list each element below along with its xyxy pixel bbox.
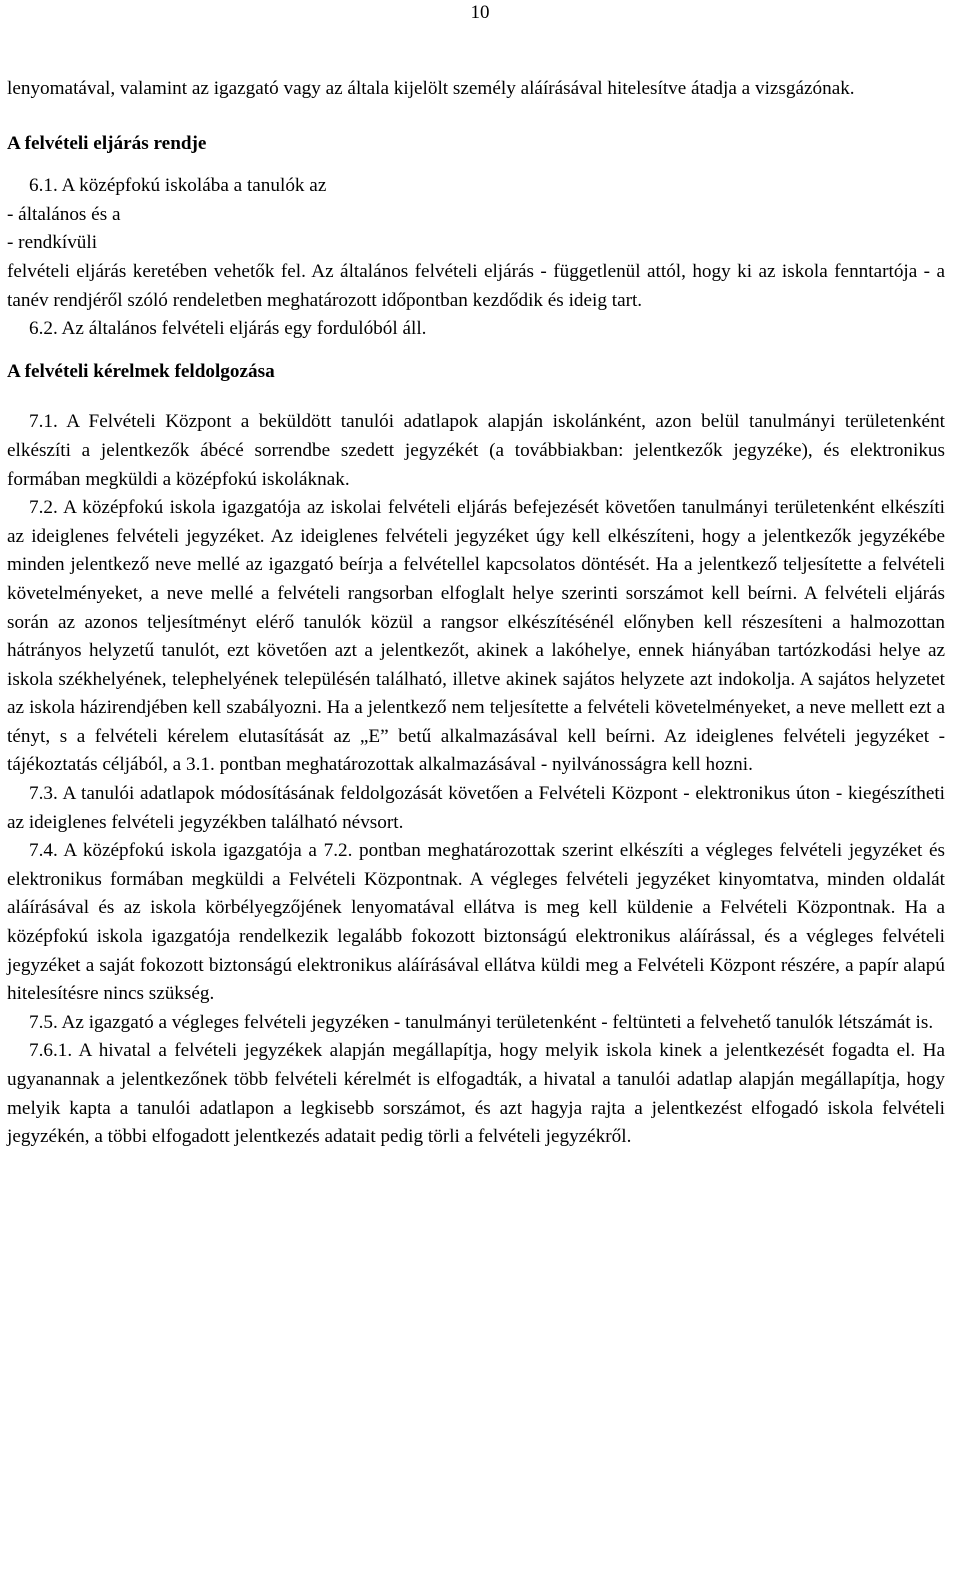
paragraph-7-1: 7.1. A Felvételi Központ a beküldött tanulói adatlapok alapján iskolánként, azon belül tanulmányi területenként elkészíti a jelentkezők ábécé sorrendbe szedett jegyzékét (a továbbiakban: jelentkezők jegyzéke), és elektronikus formában megküldi a középfokú iskoláknak. (7, 411, 945, 490)
paragraph-7-5: 7.5. Az igazgató a végleges felvételi jegyzéken - tanulmányi területenként - feltünteti a felvehető tanulók létszámát is. (29, 1011, 934, 1033)
page-number: 10 (470, 2, 490, 23)
paragraph-6-1-b: - általános és a (7, 203, 121, 225)
paragraph-7-2: 7.2. A középfokú iskola igazgatója az iskolai felvételi eljárás befejezését követően tanulmányi területenként elkészíti az ideiglenes felvételi jegyzéket. Az ideiglenes felvételi jegyzéket úgy kell elkészíteni, hogy a jelentkezők jegyzékébe minden jelentkező neve mellé az igazgató beírja a felvétellel kapcsolatos döntését. Ha a jelentkező teljesítette a felvételi követelményeket, a neve mellé a felvételi rangsorban elfoglalt helye szerinti sorszámot kell beírni. A felvételi eljárás során az azonos teljesítményt elérő tanulók közül a rangsor elkészítésénél előnyben kell részesíteni a halmozottan hátrányos helyzetű tanulót, ezt követően azt a jelentkezőt, akinek a lakóhelye, ennek hiányában tartózkodási helye az iskola székhelyének, telephelyének településén található, illetve akinek sajátos helyzete azt indokolja. A sajátos helyzetet az iskola házirendjében kell szabályozni. Ha a jelentkező nem teljesítette a felvételi követelményeket, a neve mellett ezt a tényt, s a felvételi kérelem elutasítását az „E” betű alkalmazásával kell beírni. Az ideiglenes felvételi jegyzéket - tájékoztatás céljából, a 3.1. pontban meghatározottak alkalmazásával - nyilvánosságra kell hozni. (7, 497, 945, 776)
paragraph-6-1-c: - rendkívüli (7, 232, 98, 254)
paragraph-6-2: 6.2. Az általános felvételi eljárás egy fordulóból áll. (29, 318, 427, 340)
paragraph-6-1-a: 6.1. A középfokú iskolába a tanulók az (29, 175, 327, 197)
paragraph-7-6-1: 7.6.1. A hivatal a felvételi jegyzékek alapján megállapítja, hogy melyik iskola kinek a jelentkezését fogadta el. Ha ugyanannak a jelentkezőnek több felvételi kérelmét is elfogadták, a hivatal a tanulói adatlap alapján megállapítja, hogy melyik kapta a tanulói adatlapon a legkisebb sorszámot, és azt hagyja rajta a jelentkezést elfogadó iskola felvételi jegyzékén, a többi elfogadott jelentkezés adatait pedig törli a felvételi jegyzékről. (7, 1040, 945, 1148)
intro-paragraph: lenyomatával, valamint az igazgató vagy az általa kijelölt személy aláírásával hitelesítve átadja a vizsgázónak. (7, 78, 855, 99)
paragraph-7-4: 7.4. A középfokú iskola igazgatója a 7.2. pontban meghatározottak szerint elkészíti a végleges felvételi jegyzéket és elektronikus formában megküldi a Felvételi Központnak. A végleges felvételi jegyzéket kinyomtatva, minden oldalát aláírásával és az iskola körbélyegzőjének lenyomatával ellátva is meg kell küldenie a Felvételi Központnak. Ha a középfokú iskola igazgatója rendelkezik legalább fokozott biztonságú elektronikus aláírással, és a végleges felvételi jegyzéket a saját fokozott biztonságú elektronikus aláírásával ellátva küldi meg a Felvételi Központ részére, a papír alapú hitelesítésre nincs szükség. (7, 840, 945, 1005)
document-body (7, 75, 945, 1152)
section-heading-7: A felvételi kérelmek feldolgozása (7, 360, 275, 382)
paragraph-6-1-d: felvételi eljárás keretében vehetők fel. Az általános felvételi eljárás - függetlenül attól, hogy ki az iskola fenntartója - a tanév rendjéről szóló rendeletben meghatározott időpontban kezdődik és ideig tart. (7, 260, 945, 311)
section-heading-6: A felvételi eljárás rendje (7, 132, 207, 154)
paragraph-7-3: 7.3. A tanulói adatlapok módosításának feldolgozását követően a Felvételi Központ - elektronikus úton - kiegészítheti az ideiglenes felvételi jegyzékben található névsort. (7, 783, 945, 833)
